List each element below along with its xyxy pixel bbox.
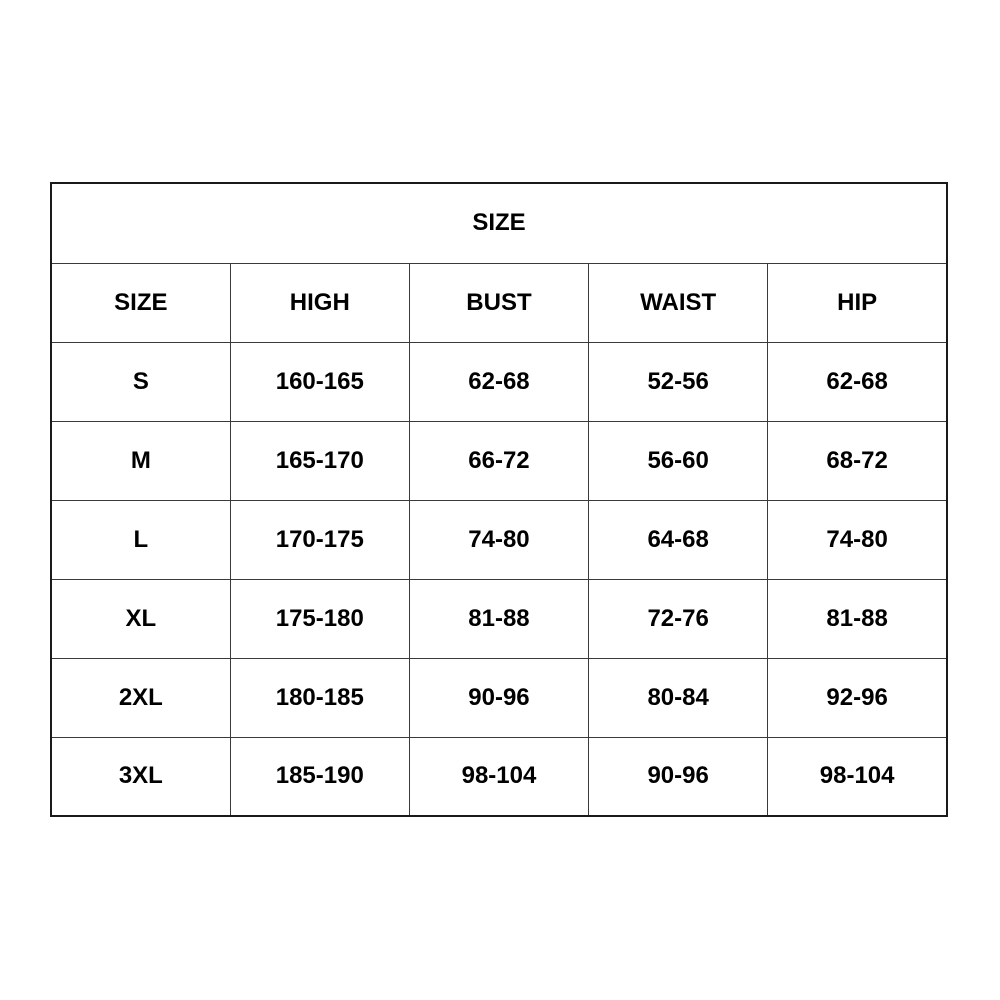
hip-cell: 74-80 — [768, 500, 947, 579]
table-title: SIZE — [51, 183, 947, 263]
high-cell: 160-165 — [230, 342, 409, 421]
waist-cell: 72-76 — [589, 579, 768, 658]
hip-cell: 98-104 — [768, 737, 947, 816]
high-cell: 175-180 — [230, 579, 409, 658]
waist-cell: 90-96 — [589, 737, 768, 816]
column-header-bust: BUST — [409, 263, 588, 342]
waist-cell: 80-84 — [589, 658, 768, 737]
table-row — [51, 342, 947, 421]
bust-cell: 66-72 — [409, 421, 588, 500]
size-cell: XL — [51, 579, 230, 658]
table-row — [51, 658, 947, 737]
column-header-hip: HIP — [768, 263, 947, 342]
bust-cell: 74-80 — [409, 500, 588, 579]
table-row — [51, 579, 947, 658]
bust-cell: 81-88 — [409, 579, 588, 658]
size-cell: S — [51, 342, 230, 421]
column-header-waist: WAIST — [589, 263, 768, 342]
hip-cell: 92-96 — [768, 658, 947, 737]
bust-cell: 98-104 — [409, 737, 588, 816]
table-title-row — [51, 183, 947, 263]
size-cell: 3XL — [51, 737, 230, 816]
waist-cell: 56-60 — [589, 421, 768, 500]
column-header-size: SIZE — [51, 263, 230, 342]
high-cell: 165-170 — [230, 421, 409, 500]
high-cell: 185-190 — [230, 737, 409, 816]
size-cell: M — [51, 421, 230, 500]
bust-cell: 62-68 — [409, 342, 588, 421]
table-row — [51, 737, 947, 816]
waist-cell: 52-56 — [589, 342, 768, 421]
hip-cell: 81-88 — [768, 579, 947, 658]
size-cell: 2XL — [51, 658, 230, 737]
size-chart-table — [50, 182, 948, 817]
column-header-high: HIGH — [230, 263, 409, 342]
high-cell: 180-185 — [230, 658, 409, 737]
table-row — [51, 500, 947, 579]
waist-cell: 64-68 — [589, 500, 768, 579]
table-header-row — [51, 263, 947, 342]
hip-cell: 68-72 — [768, 421, 947, 500]
table-row — [51, 421, 947, 500]
size-cell: L — [51, 500, 230, 579]
hip-cell: 62-68 — [768, 342, 947, 421]
high-cell: 170-175 — [230, 500, 409, 579]
bust-cell: 90-96 — [409, 658, 588, 737]
